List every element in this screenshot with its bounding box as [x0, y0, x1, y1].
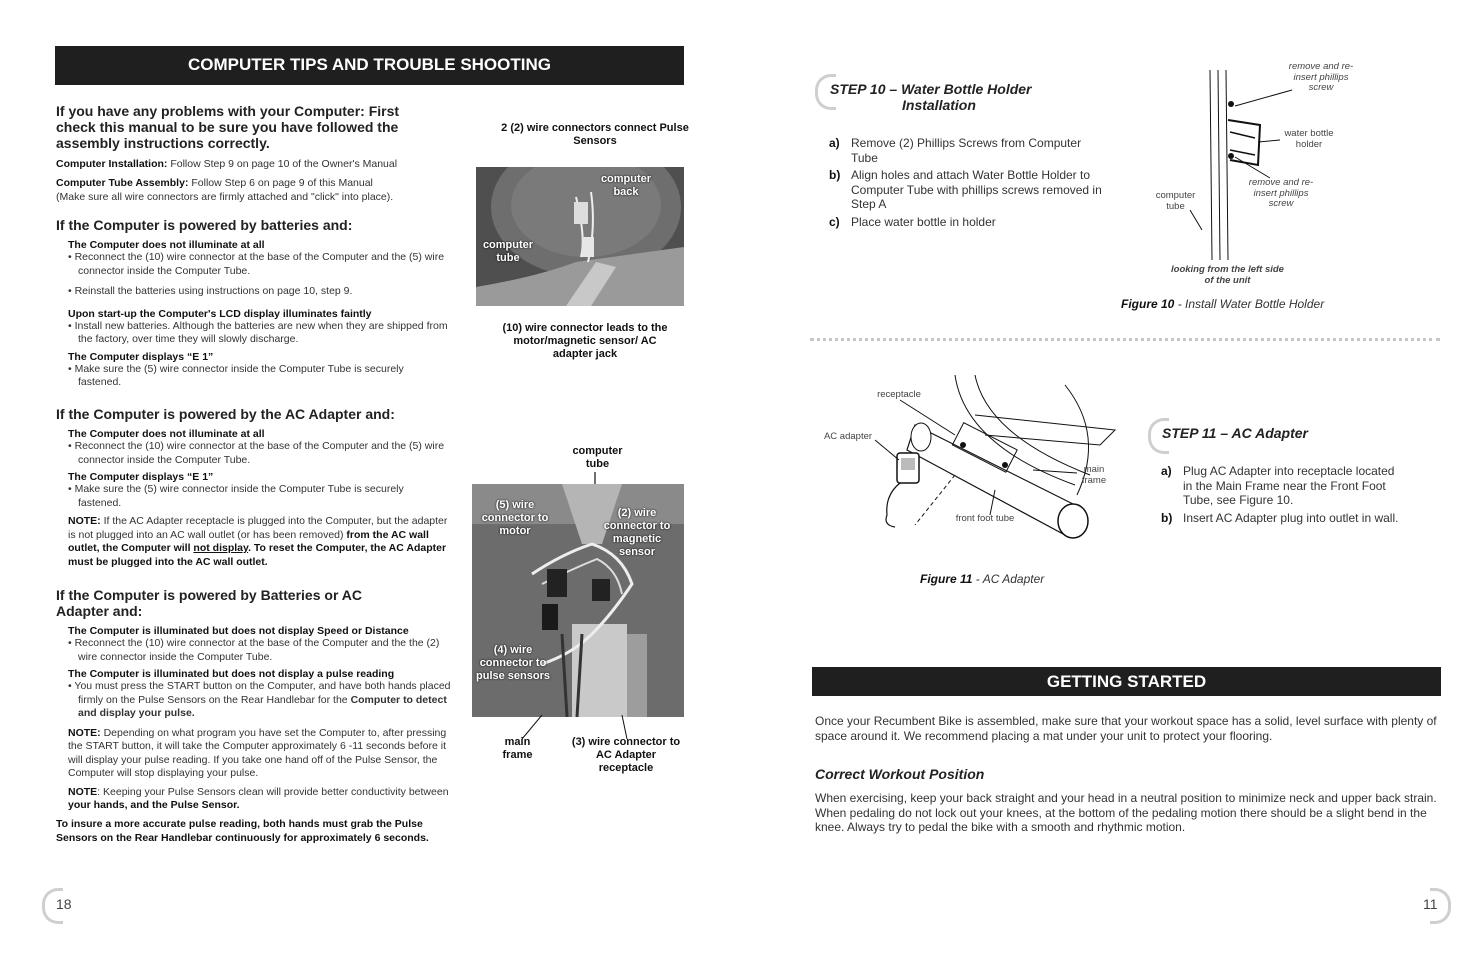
- note-bold: from the AC wall outlet, the Computer will: [68, 528, 429, 554]
- step-key: a): [1161, 464, 1172, 478]
- step11-item: [1161, 464, 1401, 508]
- getting-started-intro: Once your Recumbent Bike is assembled, make sure that your workout space has a solid, level surface with plenty of space around it. We recommend placing a mat under your unit to protect your flooring.: [815, 714, 1437, 743]
- batteries-heading: If the Computer is powered by batteries and:: [56, 217, 353, 233]
- c1-item: • Reconnect the (10) wire connector at the base of the Computer and the the (2) wire connector inside the Computer Tube.: [68, 637, 440, 663]
- both-section: [68, 625, 456, 813]
- a2-title: The Computer displays “E 1”: [68, 471, 214, 483]
- fig10-caption-text: - Install Water Bottle Holder: [1174, 297, 1325, 311]
- step10-title-line1: STEP 10 – Water Bottle Holder: [830, 81, 1032, 97]
- step11-item: [1161, 511, 1401, 526]
- ac-section: [68, 428, 456, 569]
- figure11-caption: [920, 572, 1044, 586]
- label-3wire: (3) wire connector to AC Adapter receptacle: [571, 736, 681, 774]
- photo2-top-caption: computer tube: [572, 445, 623, 470]
- fig10-label-remove-mid: remove and re-insert phillips screw: [1248, 177, 1314, 209]
- photo1-bottom-caption: (10) wire connector leads to the motor/magnetic sensor/ AC adapter jack: [502, 322, 668, 360]
- clean-note: [68, 786, 456, 813]
- ac-heading: If the Computer is powered by the AC Adapter and:: [56, 406, 395, 422]
- ac-note: [68, 515, 456, 569]
- step10-list: [829, 136, 1104, 229]
- note-underline: not display: [193, 542, 249, 554]
- step10-item: [829, 136, 1104, 165]
- step11-title: STEP 11 – AC Adapter: [1162, 425, 1309, 441]
- b1-title: The Computer does not illuminate at all: [68, 239, 265, 251]
- step10-item: [829, 168, 1104, 212]
- fig10-label-looking: looking from the left side of the unit: [1171, 264, 1284, 286]
- fig11-caption-text: - AC Adapter: [972, 572, 1045, 586]
- computer-back-photo: [476, 167, 684, 306]
- c2-item: [68, 680, 456, 721]
- final-note: To insure a more accurate pulse reading, both hands must grab the Pulse Sensors on the Rear Handlebar continuously for approximately 6 seconds.: [56, 818, 429, 844]
- step-key: a): [829, 136, 840, 150]
- workout-position-heading: Correct Workout Position: [815, 766, 985, 782]
- photo1-top-caption: 2 (2) wire connectors connect Pulse Sensors: [501, 122, 689, 147]
- note2-text: Depending on what program you have set the Computer to, after pressing the START button, it will take the Computer approximately 6 -11 seconds before it will display your pulse reading. If you take one hand off of the Pulse Sensor, the Computer will stop displaying your pulse.: [68, 726, 447, 779]
- step11-list: [1161, 464, 1401, 525]
- tube-note: (Make sure all wire connectors are firmly attached and "click" into place).: [56, 190, 394, 203]
- label-main-frame: main frame: [502, 736, 533, 761]
- fig10-caption-bold: Figure 10: [1121, 297, 1175, 311]
- step-key: b): [829, 168, 841, 182]
- b1-item: • Reconnect the (10) wire connector at the base of the Computer and the (5) wire connector inside the Computer Tube.: [68, 251, 445, 277]
- step10-title: [830, 81, 1032, 113]
- b1-item: • Reinstall the batteries using instructions on page 10, step 9.: [68, 285, 353, 297]
- step-text: Insert AC Adapter plug into outlet in wall.: [1183, 510, 1399, 525]
- fig11-label-adapter: AC adapter: [823, 431, 873, 442]
- b2-title: Upon start-up the Computer's LCD display illuminates faintly: [68, 307, 372, 320]
- note3-label: NOTE: [68, 785, 98, 798]
- page-number-left: 18: [56, 896, 72, 912]
- note-text: If the AC Adapter receptacle is plugged into the Computer, but the adapter is not plugged into an AC wall outlet (or has been removed): [68, 515, 448, 541]
- note-bold: . To reset the Computer, the AC Adapter must be plugged into the AC wall outlet.: [68, 542, 447, 568]
- label-computer-tube: computer tube: [482, 239, 534, 264]
- tube-label: Computer Tube Assembly:: [56, 177, 189, 189]
- step-text: Remove (2) Phillips Screws from Computer Tube: [851, 136, 1082, 165]
- label-computer-back: computer back: [600, 173, 652, 198]
- a1-item: • Reconnect the (10) wire connector at the base of the Computer and the (5) wire connector inside the Computer Tube.: [68, 440, 445, 466]
- page-number-right: 11: [1423, 896, 1438, 912]
- step10-item: [829, 215, 1104, 230]
- intro-text: If you have any problems with your Computer: First check this manual to be sure you have followed the assembly instructions correctly.: [56, 103, 400, 151]
- note-label: NOTE:: [68, 515, 101, 527]
- step-text: Place water bottle in holder: [851, 214, 996, 229]
- label-5wire: (5) wire connector to motor: [481, 499, 549, 537]
- step-key: c): [829, 214, 840, 229]
- battery-section: [68, 239, 453, 390]
- step-text: Plug AC Adapter into receptacle located in the Main Frame near the Front Foot Tube, see Figure 10.: [1183, 464, 1395, 507]
- c2-title: The Computer is illuminated but does not display a pulse reading: [68, 668, 395, 680]
- section-header-troubleshooting: COMPUTER TIPS AND TROUBLE SHOOTING: [55, 46, 684, 85]
- install-line: [56, 158, 466, 172]
- fig11-caption-bold: Figure 11: [920, 572, 973, 586]
- label-2wire: (2) wire connector to magnetic sensor: [603, 507, 671, 558]
- fig10-label-remove-top: remove and re-insert phillips screw: [1288, 61, 1354, 93]
- wiring-photo: [472, 484, 684, 717]
- fig11-label-front: front foot tube: [955, 513, 1015, 524]
- fig10-label-holder: water bottle holder: [1284, 128, 1334, 150]
- note3-text: : Keeping your Pulse Sensors clean will provide better conductivity between: [97, 785, 449, 798]
- note2-label: NOTE:: [68, 726, 101, 739]
- b3-item: • Make sure the (5) wire connector inside the Computer Tube is securely fastened.: [68, 362, 404, 388]
- install-label: Computer Installation:: [56, 158, 168, 170]
- install-text: Follow Step 9 on page 10 of the Owner's Manual: [167, 158, 398, 170]
- a1-title: The Computer does not illuminate at all: [68, 428, 265, 440]
- c2-bold: Computer to detect and display your pulse.: [78, 693, 447, 719]
- a2-item: • Make sure the (5) wire connector inside the Computer Tube is securely fastened.: [68, 483, 404, 509]
- both-heading: If the Computer is powered by Batteries or AC Adapter and:: [56, 587, 362, 619]
- workout-position-body: When exercising, keep your back straight and your head in a neutral position to minimize neck and upper back strain. When pedaling do not lock out your knees, at the bottom of the pedaling motion there should be a slight bend in the knee. Always try to pedal the bike with a smooth and rhythmic motion.: [815, 791, 1437, 834]
- fig10-label-tube: computer tube: [1155, 190, 1196, 212]
- b3-title: The Computer displays “E 1”: [68, 350, 214, 363]
- note3-bold: your hands, and the Pulse Sensor.: [68, 799, 240, 811]
- c1-title: The Computer is illuminated but does not display Speed or Distance: [68, 625, 409, 637]
- step-text: Align holes and attach Water Bottle Holder to Computer Tube with phillips screws removed in Step A: [851, 168, 1102, 211]
- b2-item: • Install new batteries. Although the batteries are new when they are shipped from the factory, over time they will slowly discharge.: [68, 319, 448, 345]
- label-4wire: (4) wire connector to pulse sensors: [476, 644, 550, 682]
- pulse-note: [68, 727, 456, 781]
- fig11-label-receptacle: receptacle: [877, 389, 921, 400]
- tube-assembly-line: [56, 177, 466, 204]
- step-key: b): [1161, 510, 1173, 525]
- section-header-getting-started: GETTING STARTED: [812, 667, 1441, 696]
- c2-text: • You must press the START button on the Computer, and have both hands placed firmly on the Pulse Sensors on the Rear Handlebar for the: [68, 680, 451, 706]
- tube-text: Follow Step 6 on page 9 of this Manual: [188, 177, 373, 189]
- fig11-label-main: main frame: [1081, 464, 1107, 486]
- dotted-divider: [810, 338, 1440, 341]
- step10-title-line2: Installation: [902, 97, 976, 113]
- figure10-caption: [1121, 297, 1324, 311]
